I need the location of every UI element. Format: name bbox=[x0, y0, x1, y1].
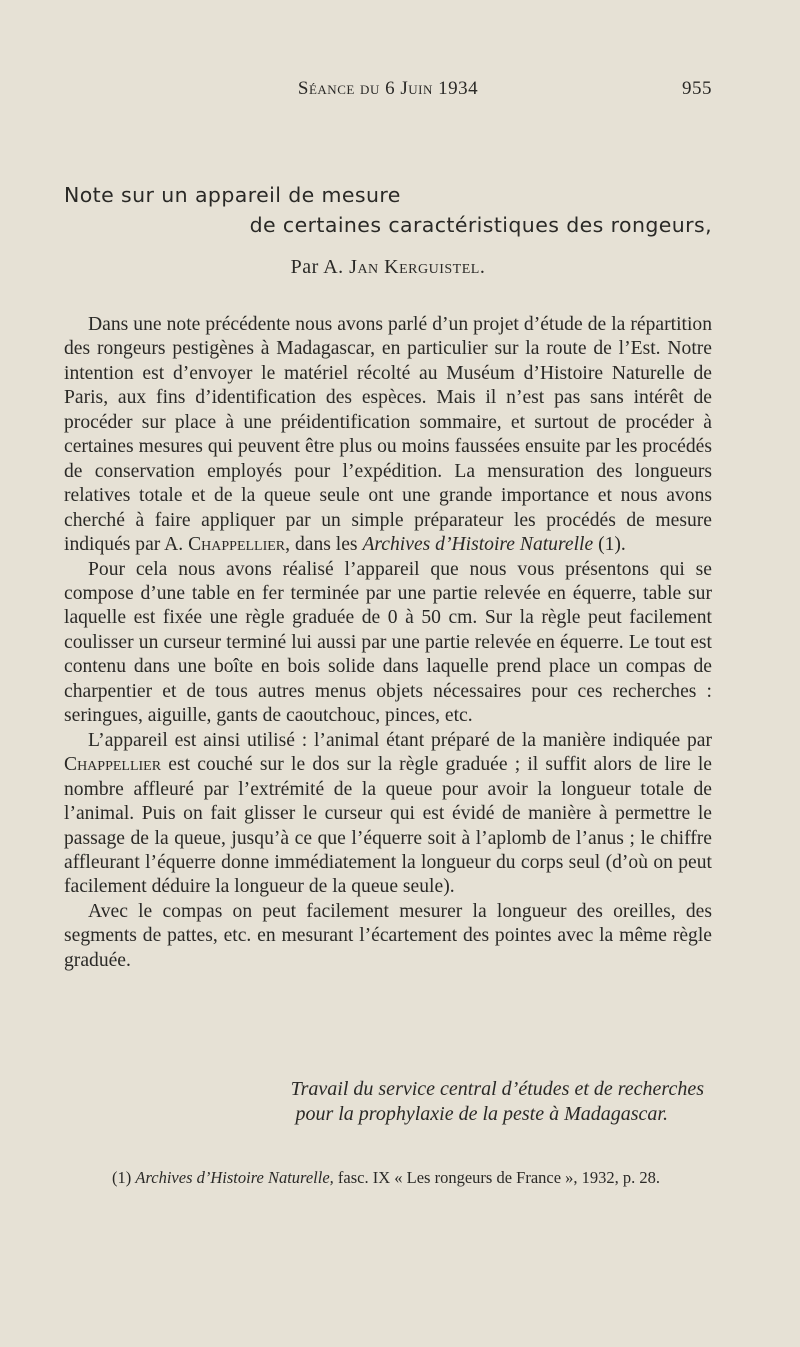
cited-author: Chappellier bbox=[188, 534, 286, 556]
credit-line-2: pour la prophylaxie de la peste à Madagascar. bbox=[295, 1103, 668, 1125]
cited-author-2: Chappellier bbox=[64, 754, 162, 776]
footnote-1 bbox=[64, 1166, 712, 1190]
paragraph-1 bbox=[64, 313, 712, 558]
running-head bbox=[64, 78, 712, 108]
paragraph-3 bbox=[64, 729, 712, 900]
article-title-line-2: de certaines caractéristiques des rongeurs, bbox=[249, 213, 712, 237]
footnote-reference: (1). bbox=[593, 534, 626, 556]
article-title-line-1: Note sur un appareil de mesure bbox=[64, 183, 401, 207]
byline bbox=[64, 256, 712, 279]
page-number: 955 bbox=[682, 78, 712, 99]
institution-credit bbox=[64, 1077, 712, 1127]
article-body bbox=[64, 313, 712, 973]
paragraph-1-text-a: Dans une note précédente nous avons parlé d’un projet d’étude de la répartition des rongeurs pestigènes à Madagascar, en particulier sur la route de l’Est. Notre intention est d’envoyer le matériel récolté au Muséum d’Histoire Naturelle de Paris, aux fins d’identification des espèces. Mais il n’est pas sans intérêt de procéder sur place à une préidentification sommaire, et surtout de procéder à certaines mesures qui peuvent être plus ou moins faussées ensuite par les procédés de conservation employés pour l’expédition. La mensuration des longueurs relatives totale et de la queue seule ont une grande importance et nous avons cherché à faire appliquer par un simple préparateur les procédés de mesure indiqués par A. bbox=[64, 314, 712, 556]
paragraph-3-text-b: est couché sur le dos sur la règle graduée ; il suffit alors de lire le nombre affleuré par l’extrémité de la queue pour avoir la longueur totale de l’animal. Puis on fait glisser le curseur qui est évidé de manière à permettre le passage de la queue, jusqu’à ce que l’équerre soit à l’aplomb de l’anus ; le chiffre affleurant l’équerre donne immédiatement la longueur du corps seul (d’où on peut facilement déduire la longueur de la queue seule). bbox=[64, 754, 712, 898]
byline-prefix: Par A. bbox=[290, 256, 350, 278]
paragraph-1-text-b: , dans les bbox=[285, 534, 363, 556]
footnote bbox=[64, 1166, 712, 1190]
article-title bbox=[64, 180, 712, 240]
paragraph-2: Pour cela nous avons réalisé l’appareil que nous vous présentons qui se compose d’une table en fer terminée par une partie relevée en équerre, table sur laquelle est fixée une règle graduée de 0 à 50 cm. Sur la règle peut facilement coulisser un curseur terminé lui aussi par une partie relevée en équerre. Le tout est contenu dans une boîte en bois solide dans laquelle prend place un compas de charpentier et de tous autres menus objets nécessaires pour ces recherches : seringues, aiguille, gants de caoutchouc, pinces, etc. bbox=[64, 558, 712, 727]
footnote-marker: (1) bbox=[112, 1168, 136, 1187]
paragraph-4: Avec le compas on peut facilement mesurer la longueur des oreilles, des segments de pattes, etc. en mesurant l’écartement des pointes avec la même règle graduée. bbox=[64, 900, 712, 971]
running-head-title: Séance du 6 Juin 1934 bbox=[297, 78, 479, 99]
footnote-journal: Archives d’Histoire Naturelle, bbox=[135, 1168, 334, 1187]
paragraph-3-text-a: L’appareil est ainsi utilisé : l’animal étant préparé de la manière indiquée par bbox=[88, 729, 712, 751]
cited-journal: Archives d’Histoire Naturelle bbox=[362, 534, 594, 556]
author-name: Jan Kerguistel. bbox=[349, 256, 486, 278]
footnote-text: fasc. IX « Les rongeurs de France », 1932, p. 28. bbox=[333, 1168, 661, 1187]
credit-line-1: Travail du service central d’études et de recherches bbox=[290, 1078, 704, 1100]
